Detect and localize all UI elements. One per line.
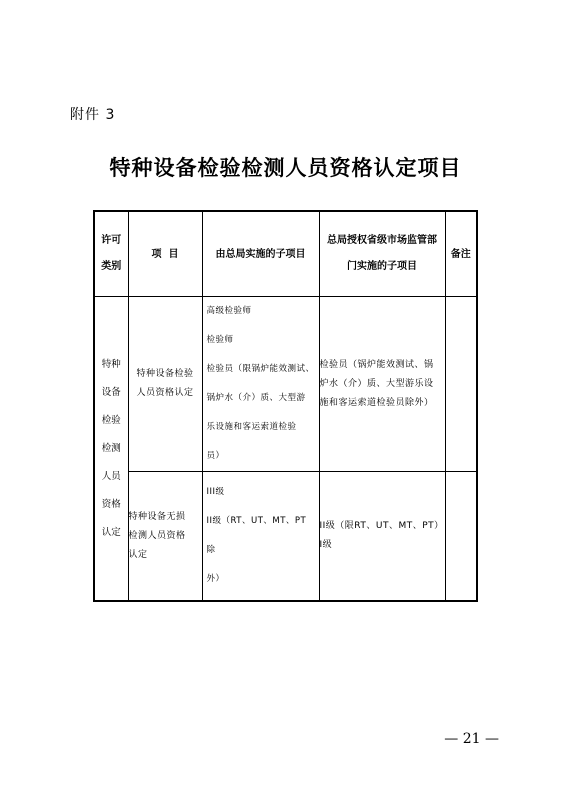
header-prov-line: 门实施的子项目	[347, 261, 417, 272]
table-row	[94, 297, 477, 472]
remark-cell	[445, 472, 477, 602]
hq-item: 检验员（限锅炉能效测试、	[206, 364, 315, 374]
prov-item: 检验员（锅炉能效测试、锅	[319, 359, 434, 370]
hq-item: 外）	[206, 574, 225, 584]
hq-items-cell	[202, 472, 319, 602]
attachment-label: 附件 3	[70, 107, 116, 123]
hq-item: 员）	[206, 451, 225, 461]
header-hq-sub: 由总局实施的子项目	[202, 211, 319, 297]
category-line: 资格	[101, 498, 121, 510]
header-category	[94, 211, 128, 297]
qualification-table	[93, 210, 478, 602]
category-cell	[94, 297, 128, 602]
project-line: 特种设备检验	[136, 369, 194, 379]
header-project: 项 目	[128, 211, 202, 297]
project-line: 特种设备无损	[128, 511, 186, 522]
hq-item: 检验师	[206, 335, 234, 345]
prov-item: 炉水（介）质、大型游乐设	[319, 378, 434, 389]
hq-item: 锅炉水（介）质、大型游	[206, 393, 306, 403]
project-cell	[128, 472, 202, 602]
hq-item: II级（RT、UT、MT、PT除	[206, 516, 307, 555]
prov-items-cell	[319, 472, 445, 602]
prov-items-cell	[319, 297, 445, 472]
table-row	[94, 472, 477, 602]
page-title: 特种设备检验检测人员资格认定项目	[109, 155, 462, 180]
page-number: — 21 —	[444, 731, 499, 747]
hq-item: III级	[206, 487, 225, 497]
category-line: 检验	[101, 414, 121, 426]
project-line: 人员资格认定	[136, 388, 194, 398]
category-line: 人员	[101, 470, 121, 482]
header-remark: 备注	[445, 211, 477, 297]
header-prov-line: 总局授权省级市场监管部	[327, 235, 437, 246]
table-header-row	[94, 211, 477, 297]
header-category-line: 类别	[101, 261, 122, 272]
remark-cell	[445, 297, 477, 472]
hq-item: 高级检验师	[206, 306, 252, 316]
prov-item: II级（限RT、UT、MT、PT）	[319, 521, 444, 531]
header-prov-sub	[319, 211, 445, 297]
project-line: 认定	[128, 549, 148, 560]
hq-items-cell	[202, 297, 319, 472]
project-line: 检测人员资格	[128, 530, 186, 541]
header-category-line: 许可	[101, 235, 122, 246]
project-cell	[128, 297, 202, 472]
prov-item: 施和客运索道检验员除外）	[319, 397, 434, 408]
category-line: 认定	[101, 526, 121, 538]
category-line: 特种	[101, 358, 121, 370]
hq-item: 乐设施和客运索道检验	[206, 422, 297, 432]
category-line: 设备	[101, 386, 121, 398]
category-line: 检测	[101, 442, 121, 454]
prov-item: I级	[319, 540, 333, 550]
